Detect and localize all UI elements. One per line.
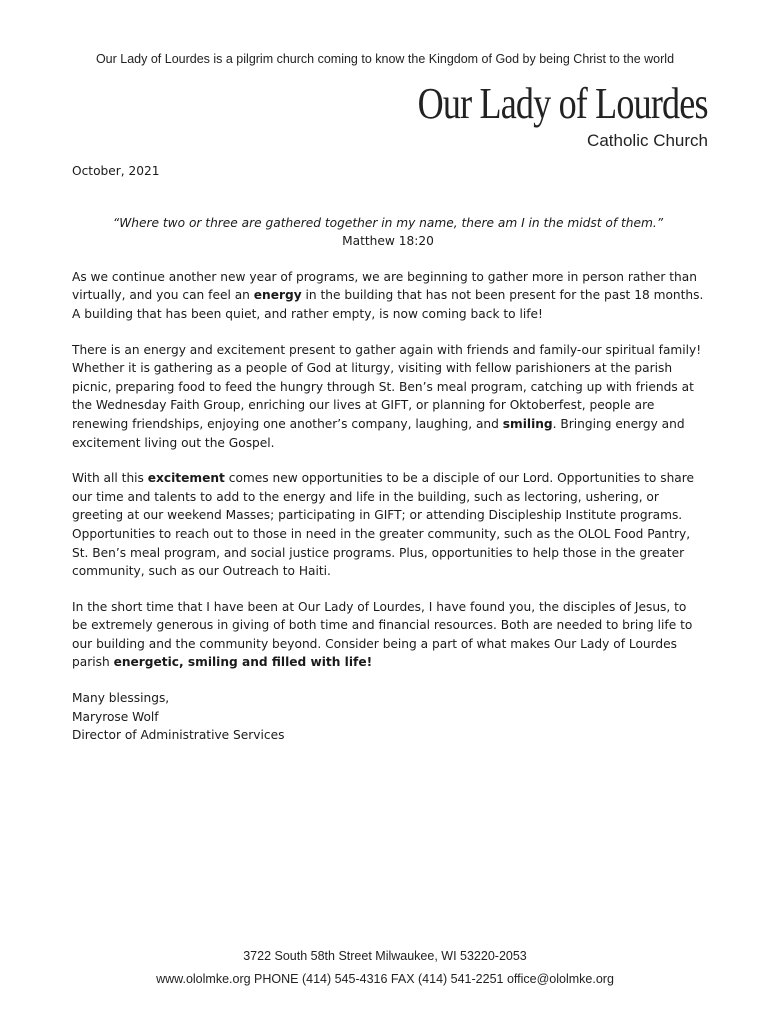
letter-body xyxy=(72,162,704,745)
emphasis-text: energetic, smiling and filled with life! xyxy=(113,655,373,670)
footer-address: 3722 South 58th Street Milwaukee, WI 53220-2053 xyxy=(243,949,527,963)
church-logo-subtitle: Catholic Church xyxy=(587,131,708,150)
signer-title: Director of Administrative Services xyxy=(72,728,285,743)
emphasis-text: energy xyxy=(253,288,302,303)
emphasis-text: smiling xyxy=(502,416,553,431)
closing-line: Many blessings, xyxy=(72,691,170,706)
paragraph-text: In the short time that I have been at Our Lady of Lourdes, I have found you, the disciples of Jesus, to be extremely generous in giving of both time and financial resources. Both are needed to bring life to our building and the community beyond. Consider being a part of what makes Our Lady of Lourdes parish xyxy=(72,599,693,670)
church-logo-name: Our Lady of Lourdes xyxy=(417,79,708,128)
quote-reference: Matthew 18:20 xyxy=(342,234,434,249)
paragraph-3 xyxy=(72,469,704,581)
paragraph-text: comes new opportunities to be a disciple of our Lord. Opportunities to share our time and talents to add to the energy and life in the building, such as lectoring, ushering, or greeting at our weekend Masses; participating in GIFT; or attending Discipleship Institute programs. Opportunities to reach out to those in need in the greater community, such as the OLOL Food Pantry, St. Ben’s meal program, and social justice programs. Plus, opportunities to help those in the greater community, such as our Outreach to Haiti. xyxy=(72,471,694,579)
letter-date: October, 2021 xyxy=(72,164,160,178)
emphasis-text: excitement xyxy=(147,471,225,486)
paragraph-2 xyxy=(72,341,704,453)
paragraph-text: in the building that has not been present for the past 18 months. A building that has been quiet, and rather empty, is now coming back to life! xyxy=(72,288,704,321)
paragraph-1 xyxy=(72,268,704,324)
scripture-quote xyxy=(72,214,704,251)
paragraph-4 xyxy=(72,598,704,672)
signer-name: Maryrose Wolf xyxy=(72,709,159,724)
footer-contact: www.ololmke.org PHONE (414) 545-4316 FAX (414) 541-2251 office@ololmke.org xyxy=(156,972,614,986)
paragraph-text: With all this xyxy=(72,471,148,486)
paragraph-text: There is an energy and excitement present to gather again with friends and family-our spiritual family! Whether it is gathering as a people of God at liturgy, visiting with fellow parishioners at the parish picnic, preparing food to feed the hungry through St. Ben’s meal program, catching up with friends at the Wednesday Faith Group, enriching our lives at GIFT, or planning for Oktoberfest, people are renewing friendships, enjoying one another’s company, laughing, and xyxy=(72,342,702,431)
paragraph-text: As we continue another new year of programs, we are beginning to gather more in person rather than virtually, and you can feel an xyxy=(72,269,697,303)
tagline: Our Lady of Lourdes is a pilgrim church coming to know the Kingdom of God by being Christ to the world xyxy=(95,52,675,66)
quote-text: “Where two or three are gathered together in my name, there am I in the midst of them.” xyxy=(112,215,664,230)
signature-block xyxy=(72,689,704,745)
paragraph-text: . Bringing energy and excitement living out the Gospel. xyxy=(72,416,685,450)
